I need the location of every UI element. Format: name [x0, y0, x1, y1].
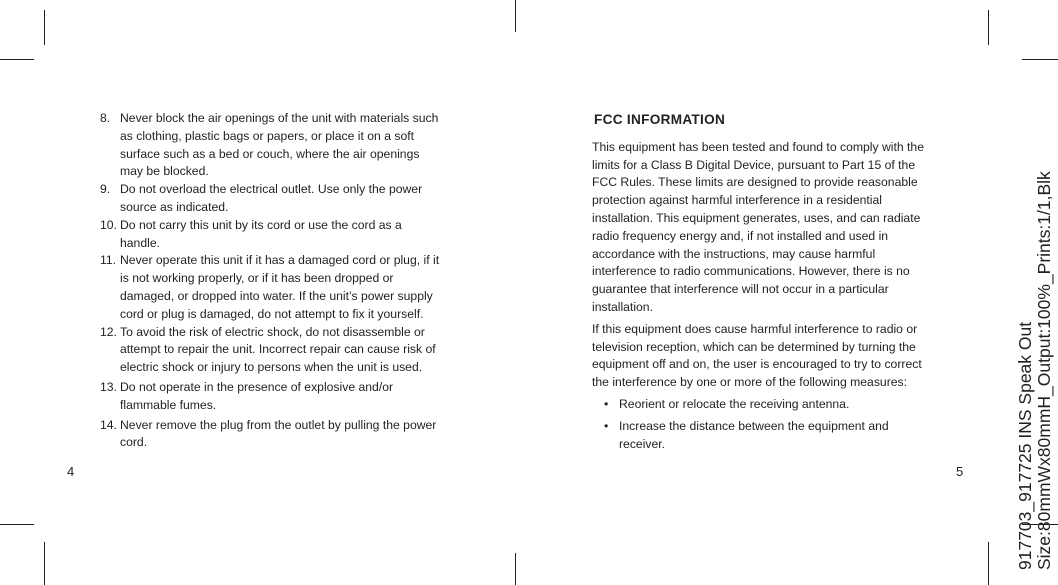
list-item [100, 252, 445, 323]
crop-mark [988, 10, 989, 45]
bullet-text: Reorient or relocate the receiving antenna. [619, 396, 850, 411]
item-text: Never remove the plug from the outlet by pulling the power cord. [120, 417, 437, 450]
fcc-paragraph: This equipment has been tested and found to comply with the limits for a Class B Digital Device, pursuant to Part 15 of the FCC Rules. These limits are designed to provide reasonable protection against harmful interference in a residential installation. This equipment generates, uses, and can radiate radio frequency energy and, if not installed and used in accordance with the instructions, may cause harmful interference to radio communications. However, there is no guarantee that interference will not occur in a particular installation. [592, 139, 924, 314]
fcc-information-section [592, 111, 937, 453]
bullet-icon: • [604, 396, 609, 411]
page-number-right: 5 [956, 464, 964, 479]
fcc-paragraph: If this equipment does cause harmful interference to radio or television reception, which can be determined by turning the equipment off and on, the user is encouraged to try to correct the interference by one or more of the following measures: [592, 321, 922, 390]
crop-mark [515, 553, 516, 585]
item-number: 10. [100, 217, 117, 232]
print-spec-line: Size:80mmWx80mmH_Output:100%_Prints:1/1,Blk [1034, 171, 1054, 570]
item-number: 13. [100, 379, 117, 394]
crop-mark [0, 59, 34, 60]
crop-mark [44, 542, 45, 585]
list-item [100, 379, 445, 415]
page-number-left: 4 [67, 464, 75, 479]
item-text: To avoid the risk of electric shock, do not disassemble or attempt to repair the unit. Incorrect repair can cause risk of electric shock or injury to persons when the unit is used. [120, 324, 436, 375]
bullet-item [592, 396, 937, 414]
crop-mark [0, 524, 34, 525]
print-spec-label [1016, 171, 1054, 570]
list-item [100, 110, 445, 181]
item-text: Do not overload the electrical outlet. Use only the power source as indicated. [120, 182, 423, 214]
list-item [100, 417, 445, 453]
item-text: Never block the air openings of the unit with materials such as clothing, plastic bags or papers, or place it on a soft surface such as a bed or couch, where the air openings may be blocked. [120, 111, 439, 179]
item-number: 12. [100, 324, 117, 339]
item-number: 9. [100, 182, 111, 197]
print-spec-line: 917703_917725 INS Speak Out [1015, 321, 1035, 570]
section-title: FCC INFORMATION [594, 112, 726, 127]
list-item [100, 324, 445, 377]
crop-mark [1022, 59, 1058, 60]
item-number: 11. [100, 253, 117, 268]
item-number: 14. [100, 417, 117, 432]
item-number: 8. [100, 111, 111, 125]
item-text: Do not operate in the presence of explosive and/or flammable fumes. [120, 379, 394, 412]
list-item [100, 217, 445, 253]
bullet-icon: • [604, 418, 609, 433]
crop-mark [988, 542, 989, 585]
crop-mark [44, 10, 45, 45]
item-text: Never operate this unit if it has a damaged cord or plug, if it is not working properly, or if it has been dropped or damaged, or dropped into water. If the unit’s power supply cord or plug is damaged, do not attempt to fix it yourself. [120, 253, 440, 321]
item-text: Do not carry this unit by its cord or use the cord as a handle. [120, 217, 402, 250]
safety-instructions-list [100, 110, 445, 452]
bullet-text: Increase the distance between the equipment and receiver. [619, 418, 889, 451]
bullet-item [592, 418, 937, 454]
list-item [100, 181, 445, 217]
crop-mark [515, 0, 516, 32]
